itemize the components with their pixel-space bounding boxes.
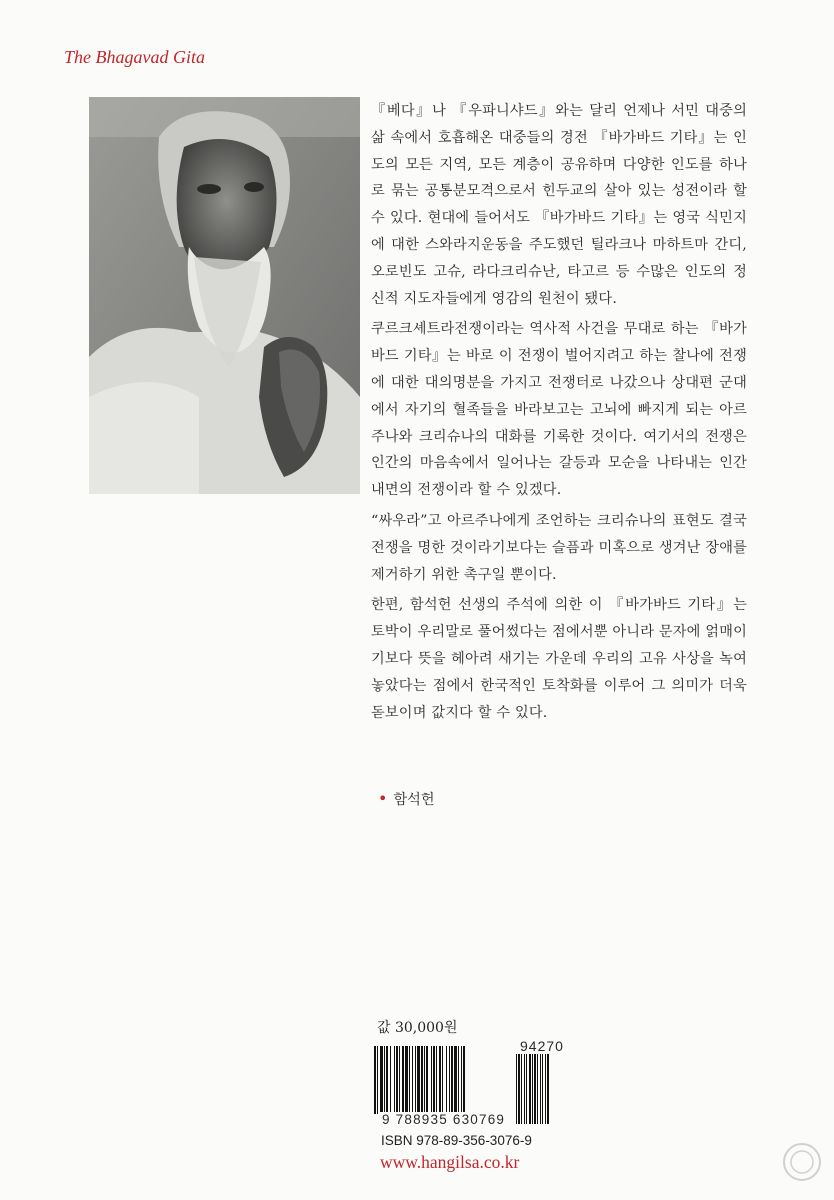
addon-bar: [537, 1054, 538, 1124]
barcode-bar: [433, 1046, 435, 1114]
description-paragraph-1: 『베다』나 『우파니샤드』와는 달리 언제나 서민 대중의 삶 속에서 호흡해온 대중들의 경전 『바가바드 기타』는 인도의 모든 지역, 모든 계층이 공유하며 다양한 인도를 하나로 묶는 공통분모격으로서 힌두교의 살아 있는 성전이라 할 수 있다. 현대에 들어서도 『바가바드 기타』는 영국 식민지에 대한 스와라지운동을 주도했던 틸라크나 마하트마 간디, 오로빈도 고슈, 라다크리슈난, 타고르 등 수많은 인도의 정신적 지도자들에게 영감의 원천이 됐다.: [371, 103, 747, 307]
barcode-bar: [424, 1046, 425, 1114]
barcode-bar: [386, 1046, 388, 1114]
barcode-bar: [458, 1046, 459, 1114]
barcode-bar: [442, 1046, 443, 1114]
barcode-bar: [394, 1046, 395, 1114]
publisher-website: www.hangilsa.co.kr: [380, 1152, 520, 1172]
isbn-number: ISBN 978-89-356-3076-9: [381, 1133, 532, 1148]
barcode-bar: [412, 1046, 413, 1114]
barcode-bar: [461, 1046, 462, 1114]
barcode-bar: [463, 1046, 465, 1114]
barcode-bar: [417, 1046, 420, 1114]
barcode-digits: 9 788935 630769: [382, 1112, 506, 1127]
addon-bar: [524, 1054, 525, 1124]
barcode-bar: [384, 1046, 385, 1114]
barcode-bar: [451, 1046, 453, 1114]
author-portrait-photo: [89, 97, 360, 494]
barcode-bar: [377, 1046, 378, 1114]
barcode-bar: [436, 1046, 437, 1114]
barcode-bar: [446, 1046, 447, 1114]
author-credit: [378, 787, 435, 812]
barcode-bar: [439, 1046, 441, 1114]
addon-bar: [518, 1054, 520, 1124]
bullet-icon: •: [378, 789, 388, 808]
addon-bar: [529, 1054, 531, 1124]
barcode-bar: [390, 1046, 391, 1114]
price-label: 값 30,000원: [377, 1020, 458, 1036]
barcode-bar: [421, 1046, 423, 1114]
barcode-bar: [374, 1046, 376, 1114]
barcode-bar: [399, 1046, 400, 1114]
addon-bar: [545, 1054, 546, 1124]
addon-bar: [547, 1054, 549, 1124]
barcode-bar: [449, 1046, 450, 1114]
addon-bar: [516, 1054, 517, 1124]
barcode-bar: [409, 1046, 410, 1114]
description-paragraph-4: 한편, 함석헌 선생의 주석에 의한 이 『바가바드 기타』는 토박이 우리말로 풀어썼다는 점에서뿐 아니라 문자에 얽매이기보다 뜻을 헤아려 새기는 가운데 우리의 고유 사상을 녹여놓았다는 점에서 한국적인 토착화를 이루어 그 의미가 더욱 돋보이며 값지다 할 수 있다.: [371, 597, 747, 721]
addon-bar: [534, 1054, 536, 1124]
series-title: The Bhagavad Gita: [64, 47, 205, 67]
addon-bar: [521, 1054, 522, 1124]
publisher-stamp-icon: [780, 1140, 824, 1184]
author-name: 함석헌: [393, 792, 435, 808]
barcode-bar: [380, 1046, 383, 1114]
barcode-bar: [402, 1046, 404, 1114]
portrait-illustration: [89, 97, 360, 494]
addon-bar: [540, 1054, 541, 1124]
addon-bar: [526, 1054, 527, 1124]
description-paragraph-3: “싸우라”고 아르주나에게 조언하는 크리슈나의 표현도 결국 전쟁을 명한 것이라기보다는 슬픔과 미혹으로 생겨난 장애를 제거하기 위한 촉구일 뿐이다.: [371, 512, 747, 583]
barcode-bar: [405, 1046, 408, 1114]
barcode-addon-number: 94270: [520, 1038, 564, 1054]
barcode-bar: [426, 1046, 428, 1114]
addon-bar: [532, 1054, 533, 1124]
barcode-bar: [431, 1046, 432, 1114]
barcode-bar: [454, 1046, 457, 1114]
barcode-bar: [396, 1046, 398, 1114]
barcode-bar: [415, 1046, 416, 1114]
description-paragraph-2: 쿠르크셰트라전쟁이라는 역사적 사건을 무대로 하는 『바가바드 기타』는 바로 이 전쟁이 벌어지려고 하는 찰나에 전쟁에 대한 대의명분을 가지고 전쟁터로 나갔으나 상대편 군대에서 자기의 혈족들을 바라보고는 고뇌에 빠지게 되는 아르주나와 크리슈나의 대화를 기록한 것이다. 여기서의 전쟁은 인간의 마음속에서 일어나는 갈등과 모순을 나타내는 인간 내면의 전쟁이라 할 수 있겠다.: [371, 321, 747, 499]
book-description: [371, 98, 747, 730]
addon-bar: [542, 1054, 543, 1124]
